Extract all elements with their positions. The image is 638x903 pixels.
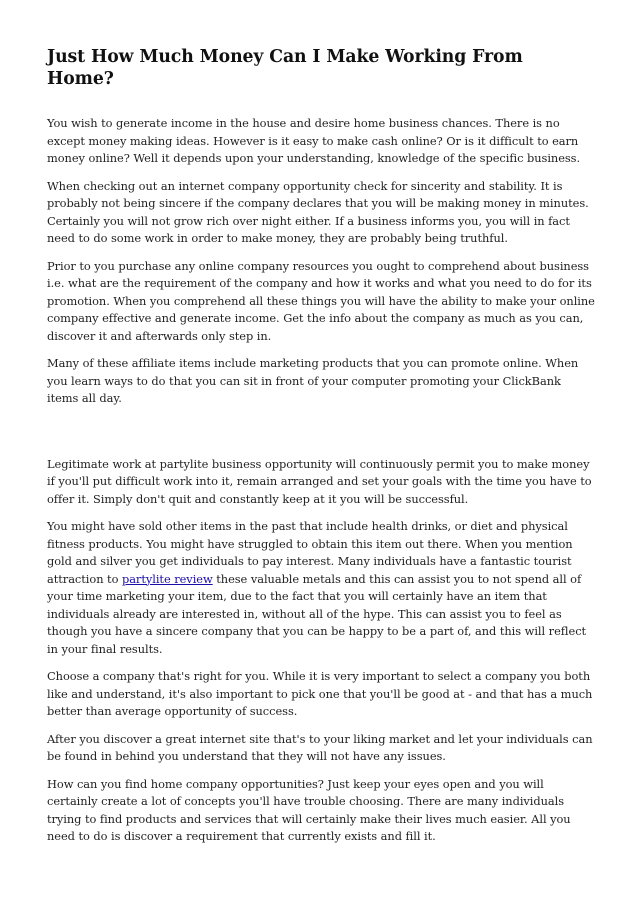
page-title: Just How Much Money Can I Make Working From Home? <box>47 47 523 89</box>
paragraph-3: Prior to you purchase any online company resources you ought to comprehend about business i.e. what are the requirement of the company and how it works and what you need to do for its promotion. When you comprehend all these things you will have the ability to make your online company effective and generate income. Get the info about the company as much as you can, discover it and afterwards only step in. <box>47 258 595 343</box>
paragraph-6-text-after-link: these valuable metals and this can assist you to not spend all of your time marketing your item, due to the fact that you will certainly have an item that individuals already are interested in, without all of the hype. This can assist you to feel as though you have a sincere company that you can be happy to be a part of, and this will reflect in your final results. <box>47 571 587 656</box>
paragraph-6 <box>47 518 595 658</box>
paragraph-2: When checking out an internet company opportunity check for sincerity and stability. It is probably not being sincere if the company declares that you will be making money in minutes. Certainly you will not grow rich over night either. If a business informs you, you will in fact need to do some work in order to make money, they are probably being truthful. <box>47 178 589 245</box>
paragraph-9: How can you find home company opportunities? Just keep your eyes open and you will certainly create a lot of concepts you'll have trouble choosing. There are many individuals trying to find products and services that will certainly make their lives much easier. All you need to do is discover a requirement that currently exists and fill it. <box>47 776 571 843</box>
paragraph-7: Choose a company that's right for you. While it is very important to select a company you both like and understand, it's also important to pick one that you'll be good at - and that has a much better than average opportunity of success. <box>47 669 593 718</box>
partylite-review-link[interactable]: partylite review <box>121 571 213 586</box>
paragraph-8: After you discover a great internet site that's to your liking market and let your individuals can be found in behind you understand that they will not have any issues. <box>47 731 593 763</box>
paragraph-1: You wish to generate income in the house and desire home business chances. There is no except money making ideas. However is it easy to make cash online? Or is it difficult to earn money online? Well it depends upon your understanding, knowledge of the specific business. <box>47 116 581 165</box>
paragraph-4: Many of these affiliate items include marketing products that you can promote online. When you learn ways to do that you can sit in front of your computer promoting your ClickBank items all day. <box>47 356 579 405</box>
paragraph-6-text-before-link: You might have sold other items in the past that include health drinks, or diet and physical fitness products. You might have struggled to obtain this item out there. When you mention gold and silver you get individuals to pay interest. Many individuals have a fantastic tourist attraction to <box>47 519 573 586</box>
paragraph-5: Legitimate work at partylite business opportunity will continuously permit you to make money if you'll put difficult work into it, remain arranged and set your goals with the time you have to offer it. Simply don't quit and constantly keep at it you will be successful. <box>47 456 592 506</box>
document-page <box>47 46 595 856</box>
